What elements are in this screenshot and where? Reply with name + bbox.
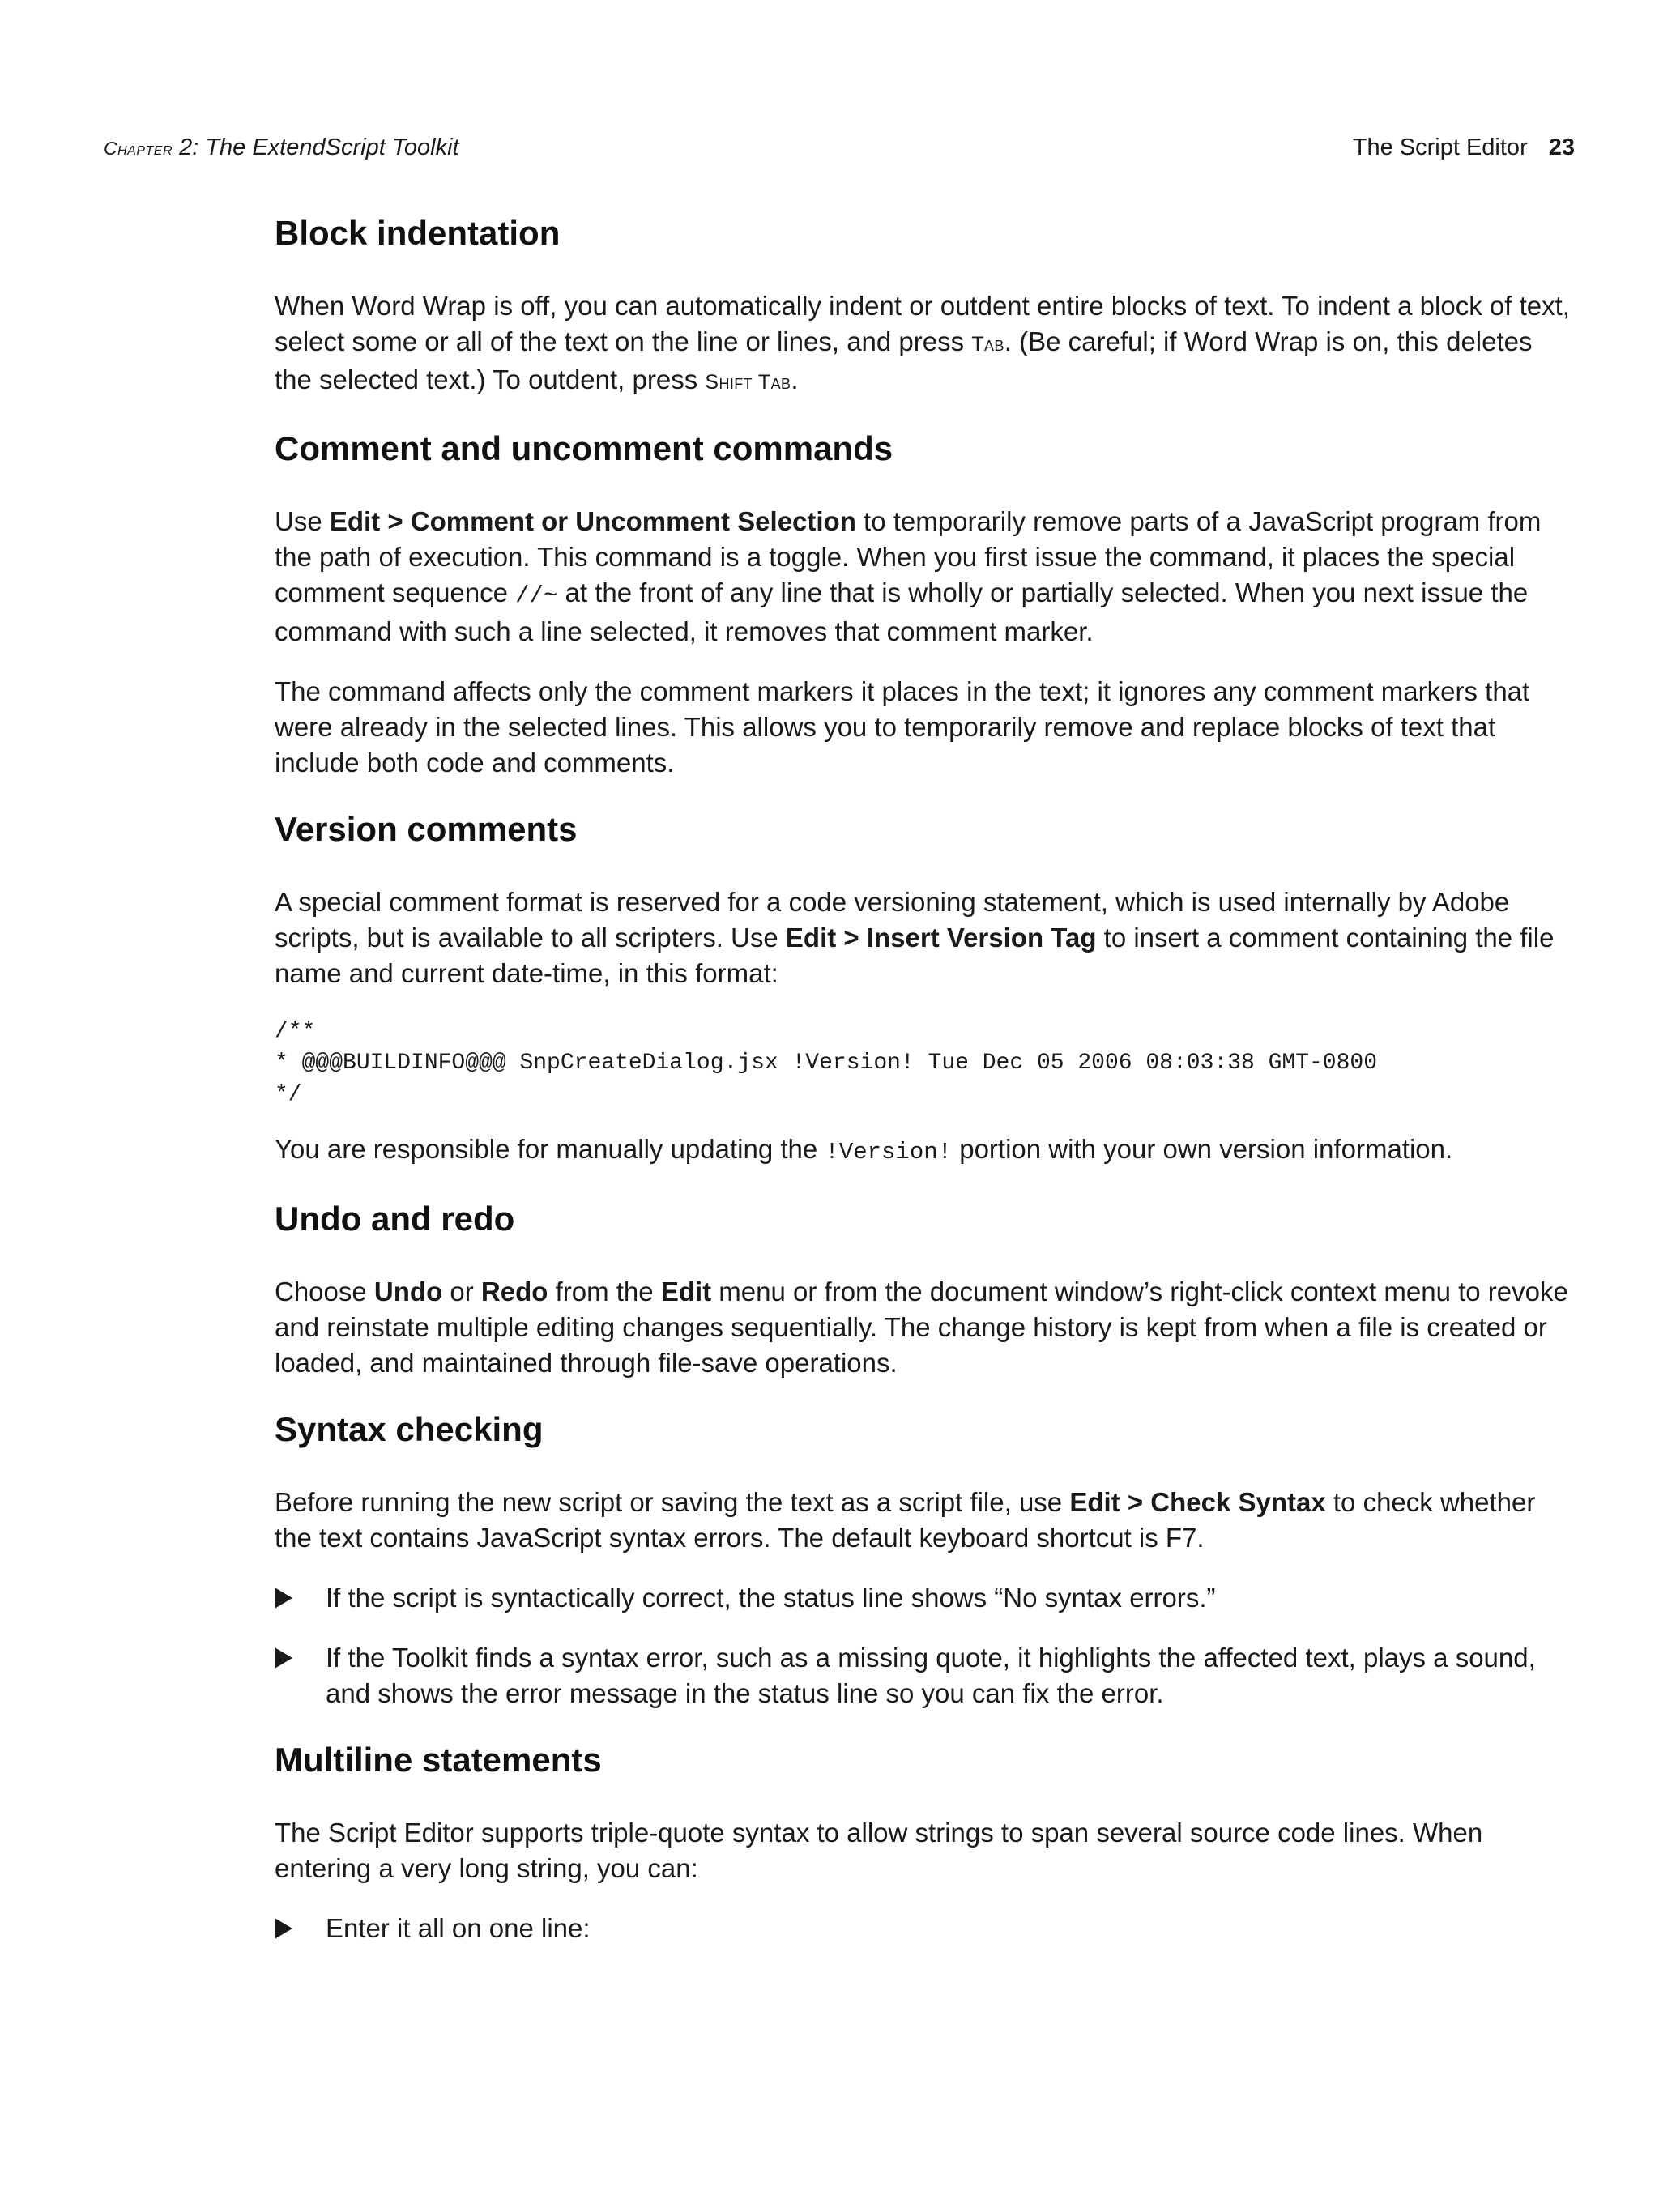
section-version <box>275 805 1575 1170</box>
paragraph <box>275 504 1575 650</box>
running-head-chapter <box>104 130 459 166</box>
heading-syntax: Syntax checking <box>275 1410 544 1448</box>
heading-multiline: Multiline statements <box>275 1741 602 1779</box>
triangle-bullet-icon <box>275 1588 292 1609</box>
inline-code: !Version! <box>825 1139 953 1166</box>
triangle-bullet-icon <box>275 1647 292 1669</box>
text-run: portion with your own version information. <box>952 1134 1453 1164</box>
text-run: A special comment format is reserved for a code versioning statement, which is used internally by Adobe scripts, but is available to all scripters. Use <box>275 887 1510 953</box>
list-item <box>275 1640 1575 1711</box>
list-item-text: Enter it all on one line: <box>326 1913 591 1943</box>
text-run: at the front of any line that is wholly or partially selected. When you next issue the command with such a line selected, it removes that comment marker. <box>275 578 1529 646</box>
page-header <box>104 130 1575 165</box>
paragraph <box>275 1274 1575 1381</box>
heading-undo: Undo and redo <box>275 1200 515 1238</box>
section-multiline <box>275 1736 1575 1946</box>
bullet-list <box>275 1911 1575 1946</box>
heading-version: Version comments <box>275 810 578 848</box>
text-run: You are responsible for manually updating the <box>275 1134 825 1164</box>
text-run: to check whether the text contains JavaScript syntax errors. The default keyboard shortcut is F7. <box>275 1487 1536 1553</box>
text-run: Before running the new script or saving the text as a script file, use <box>275 1487 1070 1517</box>
section-undo <box>275 1195 1575 1381</box>
running-head-section <box>1353 130 1575 165</box>
section-title: The Script Editor <box>1352 134 1528 160</box>
paragraph <box>275 1485 1575 1556</box>
key-name: Tab <box>971 333 1004 356</box>
section-syntax <box>275 1405 1575 1711</box>
text-run: Choose <box>275 1276 374 1306</box>
paragraph: The command affects only the comment markers it places in the text; it ignores any comment markers that were already in the selected lines. This allows you to temporarily remove and replace blocks of text that include both code and comments. <box>275 676 1530 778</box>
paragraph <box>275 884 1575 991</box>
text-run: menu or from the document window’s right-click context menu to revoke and reinstate multiple editing changes sequentially. The change history is kept from when a file is created or loaded, and maintained through file-save operations. <box>275 1276 1568 1378</box>
text-run: or <box>442 1276 481 1306</box>
chapter-prefix: Chapter <box>104 138 173 159</box>
key-name: Shift Tab <box>705 371 791 394</box>
paragraph <box>275 288 1575 400</box>
text-run: . (Be careful; if Word Wrap is on, this deletes the selected text.) To outdent, press <box>275 326 1533 394</box>
list-item <box>275 1911 1575 1946</box>
section-block-indentation <box>275 209 1575 400</box>
text-run: to insert a comment containing the file name and current date-time, in this format: <box>275 923 1555 988</box>
text-run: When Word Wrap is off, you can automatically indent or outdent entire blocks of text. To indent a block of text, select some or all of the text on the line or lines, and press <box>275 291 1570 356</box>
menu-name: Edit <box>660 1276 712 1306</box>
inline-code: //~ <box>515 582 558 609</box>
menu-command: Edit > Comment or Uncomment Selection <box>329 506 856 536</box>
menu-command: Undo <box>373 1276 443 1306</box>
bullet-list <box>275 1580 1575 1711</box>
menu-command: Redo <box>480 1276 548 1306</box>
heading-comment: Comment and uncomment commands <box>275 429 893 467</box>
text-run: from the <box>548 1276 661 1306</box>
chapter-title: 2: The ExtendScript Toolkit <box>173 134 459 160</box>
page-number: 23 <box>1548 134 1575 160</box>
triangle-bullet-icon <box>275 1918 292 1939</box>
heading-block-indentation: Block indentation <box>275 214 561 252</box>
text-run: . <box>791 364 799 394</box>
list-item <box>275 1580 1575 1616</box>
menu-command: Edit > Check Syntax <box>1069 1487 1326 1517</box>
list-item-text: If the script is syntactically correct, the status line shows “No syntax errors.” <box>326 1583 1216 1613</box>
text-run: Use <box>275 506 330 536</box>
code-block: /** * @@@BUILDINFO@@@ SnpCreateDialog.jsx !Version! Tue Dec 05 2006 08:03:38 GMT-0800 */ <box>275 1019 1378 1107</box>
page-content <box>275 209 1575 1971</box>
list-item-text: If the Toolkit finds a syntax error, such as a missing quote, it highlights the affected text, plays a sound, and shows the error message in the status line so you can fix the error. <box>326 1643 1536 1708</box>
menu-command: Edit > Insert Version Tag <box>785 923 1097 953</box>
paragraph <box>275 1132 1575 1170</box>
text-run: to temporarily remove parts of a JavaScript program from the path of execution. This command is a toggle. When you first issue the command, it places the special comment sequence <box>275 506 1542 607</box>
section-comment <box>275 424 1575 781</box>
paragraph: The Script Editor supports triple-quote syntax to allow strings to span several source code lines. When entering a very long string, you can: <box>275 1818 1483 1883</box>
